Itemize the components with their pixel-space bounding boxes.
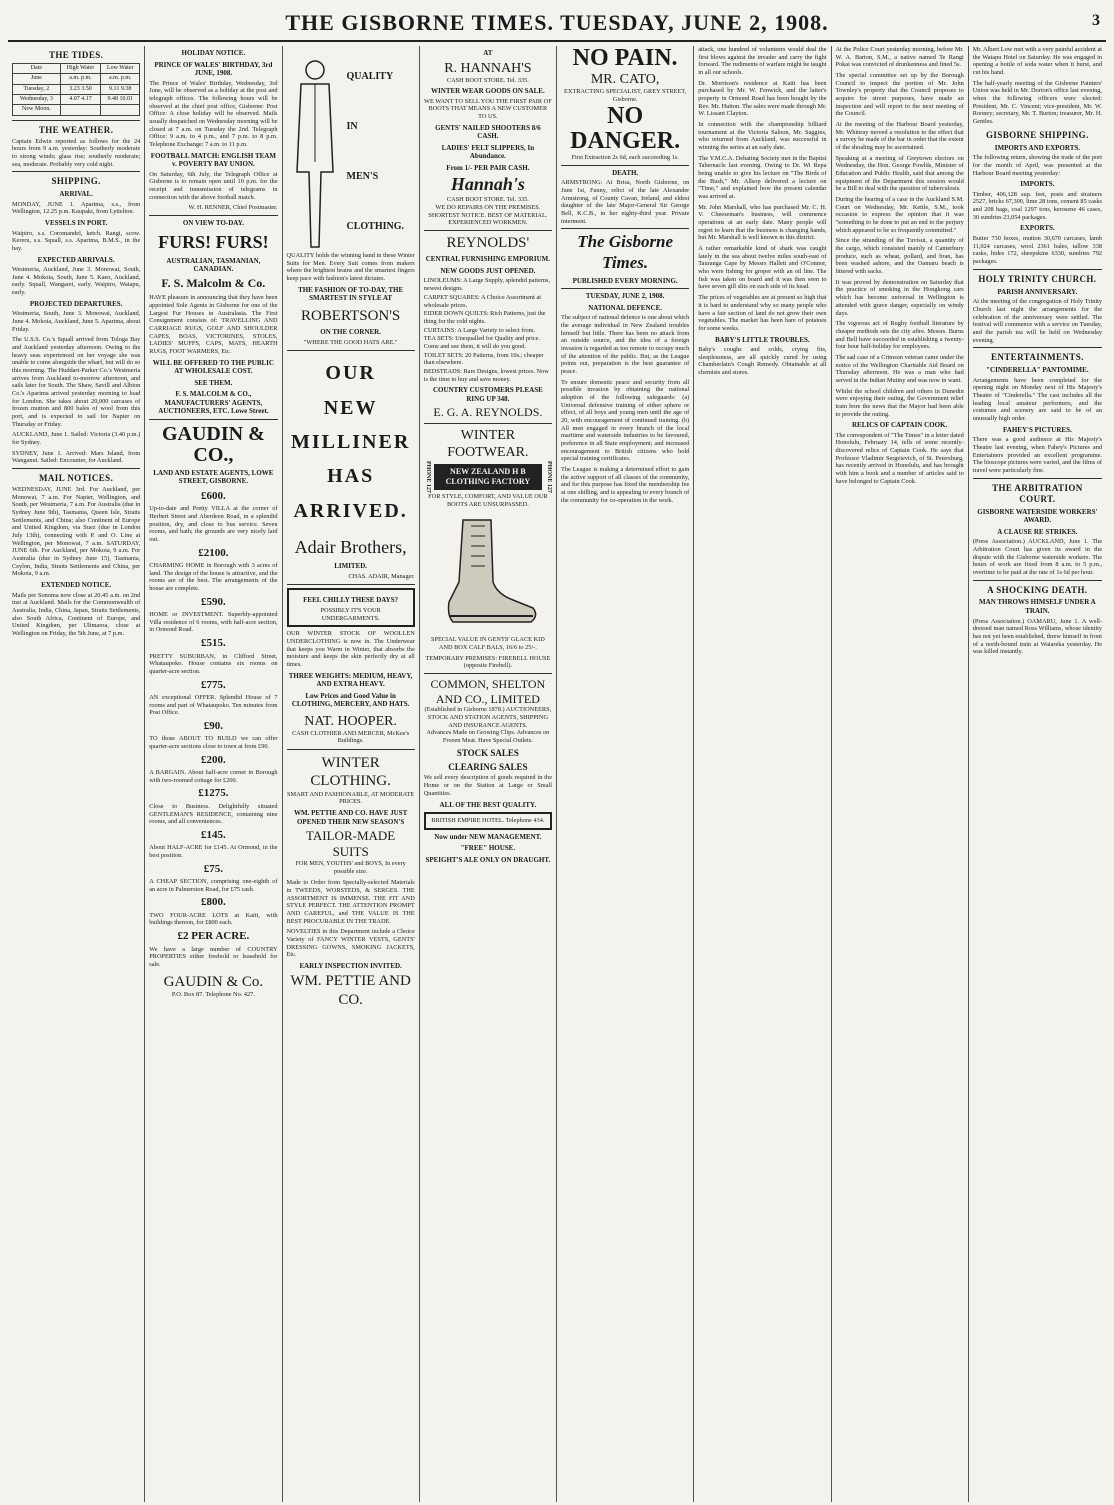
- column-1: [8, 46, 145, 1502]
- divider: [149, 215, 277, 216]
- quality-word: IN: [346, 120, 358, 132]
- imports-subheading: IMPORTS.: [1020, 180, 1055, 189]
- property-price: £1275.: [198, 787, 229, 800]
- at-text: AT: [483, 49, 493, 57]
- factory-logo: NEW ZEALAND H B CLOTHING FACTORY: [434, 464, 542, 490]
- divider: [561, 228, 689, 229]
- auckland-text: AUCKLAND, June 1. Sailed: Victoria (3.40 p.m.) for Sydney.: [12, 431, 141, 447]
- page-number: 3: [1092, 12, 1100, 29]
- tides-cell: New Moon.: [13, 105, 61, 115]
- quality-text: QUALITY holds the winning hand in these Winter Suits for Men. Every Suit comes from makers where the brightest brains and the smartest fingers keep pace with fashion's latest dictates.: [286, 252, 415, 283]
- furs-subheading: AUSTRALIAN, TASMANIAN, CANADIAN.: [166, 256, 261, 274]
- expected-text: Westmeria, Auckland, June 3. Monowai, South, June 4. Mokoia, South, June 5. Kaeo, Auckland, early. Squall, Wangarei, early. Waipiro, Waiapu, early.: [12, 266, 141, 297]
- reynolds-footer: E. G. A. REYNOLDS.: [433, 405, 543, 420]
- adair-ad: [287, 537, 415, 580]
- tides-header-cell: Date: [13, 63, 61, 73]
- relics-text: The correspondent of "The Times" in a letter dated Honolulu, February 14, tells of some recently-discovered relics of Captain Cook. He says that Professor Vladimir Sergeievich, of St. Petersburg, has recently arrived in Honolulu, and has brought with him a book and a number of articles said to have belonged to Captain Cook.: [835, 431, 964, 485]
- chilly-heading: FEEL CHILLY THESE DAYS?: [303, 596, 399, 605]
- divider: [12, 120, 140, 121]
- tides-cell: Wednesday, 3: [13, 94, 61, 104]
- tailor-heading: TAILOR-MADE SUITS: [306, 828, 396, 859]
- football-heading: FOOTBALL MATCH: ENGLISH TEAM v. POVERTY BAY UNION.: [150, 151, 276, 169]
- property-text: Close to Business. Delightfully situated GENTLEMAN'S RESIDENCE, containing nine rooms, and all conveniences.: [149, 802, 278, 826]
- news-paragraph: attack, one hundred of volunteers would deal the first blows against the invader and carry the fight forward. The rudiments of warfare might be taught in all our schools.: [698, 46, 827, 77]
- property-price: £2100.: [198, 546, 229, 559]
- reynolds-sub: CENTRAL FURNISHING EMPORIUM.: [425, 255, 550, 264]
- robertson-tag: "WHERE THE GOOD HATS ARE.": [303, 338, 398, 346]
- phone-right: PHONE 127: [546, 461, 552, 493]
- sydney-text: SYDNEY, June 1. Arrived: Mars Island, from Wanganui. Sailed: Encounter, for Auckland.: [12, 449, 141, 465]
- tides-cell: [60, 105, 100, 115]
- tides-heading: THE TIDES.: [48, 50, 104, 60]
- boot-illustration: [433, 512, 543, 632]
- property-price: £515.: [201, 637, 226, 650]
- view-heading: ON VIEW TO-DAY.: [182, 219, 244, 228]
- reynolds-name: REYNOLDS': [446, 235, 530, 252]
- tides-cell: a.m. p.m.: [101, 74, 140, 84]
- divider: [12, 468, 140, 469]
- tides-cell: 9.48 10.01: [101, 94, 140, 104]
- vessels-text: Waipiro, s.s. Coromandel, ketch. Rangi, scow. Kereru, s.s. Squall, s.s. Aparima, B.M.S., in the bay.: [12, 229, 141, 252]
- tides-header-row: [13, 63, 140, 73]
- tides-cell: 3.23 3.50: [60, 84, 100, 94]
- cato-name: MR. CATO,: [590, 72, 660, 88]
- holiday-heading: HOLIDAY NOTICE.: [181, 49, 246, 57]
- pair-price: From 1/- PER PAIR CASH.: [446, 163, 530, 172]
- hannahs-sub: CASH BOOT STORE. Tel. 335.: [446, 196, 529, 204]
- reynolds-items: [424, 277, 552, 383]
- paper-name: The Gisborne Times.: [577, 232, 674, 272]
- hannah-name: R. HANNAH'S: [444, 60, 532, 76]
- column-5: [557, 46, 694, 1502]
- expected-heading: EXPECTED ARRIVALS.: [37, 255, 115, 264]
- milliner-word: HAS: [327, 465, 375, 488]
- property-text: HOME or INVESTMENT. Superbly-appointed Villa residence of 6 rooms, with half-acre section, in Ormond Road.: [149, 611, 278, 634]
- property-text: A CHEAP SECTION, comprising one-eighth of an acre in Palmerston Road, for £75 cash.: [149, 878, 278, 893]
- gaudin-contact: P.O. Box 87. Telephone No. 427.: [171, 990, 255, 998]
- clearing-sales: CLEARING SALES: [448, 761, 528, 772]
- troubles-heading: BABY'S LITTLE TROUBLES.: [715, 335, 810, 344]
- shipping-news: The U.S.S. Co.'s Squall arrived from Tologa Bay and Auckland yesterday afternoon. Owing to the heavy seas experienced on her voyage she was unable to come alongside the wharf, but will do so this morning. The Huddart-Parker Co.'s Westmeria arrives from Auckland to-morrow afternoon, and sails later for South. The Shaw, Savill and Albion Co.'s Aparima arrived yesterday morning to load for London. She takes about 20,000 carcases of frozen mutton and 800 bales of wool from this port, and is expected to sail for Napier on Thursday or Friday.: [12, 336, 141, 428]
- see-them: SEE THEM.: [194, 378, 233, 387]
- special-text: SPECIAL VALUE IN GENTS' GLACE KID AND BOX CALF BALS, 16/6 to 25/-.: [430, 636, 545, 651]
- mail-text: WEDNESDAY, JUNE 3rd. For Auckland, per Monowai, 7 a.m. For Napier, Wellington, and South, per Westmeria, 7 a.m. For Australia (due in Sydney June 9th), Tasmania, Queen Isle, Straits Settlements, and China; also Continent of Europe and United Kingdom, via Suez (due in London July 13th), connecting with P. and O. Line at Wellington, per Monowai, 7 a.m. SATURDAY, JUNE 6th. For Auckland, per Mokoia, 9 a.m. For Australia (due in Sydney June 15), Tasmania, Ceylon, India, Straits Settlements and China, per Mokoia, 9 a.m.: [12, 486, 141, 578]
- malcolm-text: HAVE pleasure in announcing that they have been appointed Sole Agents in Gisborne for one of the Largest Fur Houses in Australasia. The First Consignment consists of: TRAVELLING AND CARRIAGE RUGS, GOLF AND SHOULDER CAPES, BOAS, VICTORINES, STOLES, LADIES' MUFFS, CAPS, MATS, HEARTH RUGS, FOOT WARMERS, Etc.: [149, 294, 278, 355]
- free-house: "FREE" HOUSE.: [460, 844, 516, 853]
- gaudin-footer: GAUDIN & Co.: [163, 973, 264, 990]
- news-paragraph: A rather remarkable kind of shark was caught lately in the sea about twelve miles south-east of Tauranga Cape by Messrs Hallett and O'Connor, who were fishing for groper with an oil line. The fish was taken on board and it was then seen to have seven gill slits on each side of its head.: [698, 245, 827, 291]
- mail-heading: MAIL NOTICES.: [39, 473, 114, 484]
- clearing-text: We sell every description of goods required in the Home or on the Station at Large or Small Quantities.: [423, 774, 552, 797]
- news-paragraph: Since the stranding of the Tuvisui, a quantity of the cargo, which consisted mainly of Canterbury produce, such as wheat, pollard, and bran, has been washed ashore, and the Oamaru beach is littered with sacks.: [835, 237, 964, 276]
- shipping-heading: SHIPPING.: [51, 176, 101, 187]
- divider: [12, 171, 140, 172]
- list-item: TEA SETS: Unequalled for Quality and price. Come and see them, it will do you good.: [423, 335, 541, 350]
- holiday-text: The Prince of Wales' Birthday, Wednesday, 3rd June, will be observed as a holiday at the post and telegraph offices. The following hours will be observed at the chief post office, Gisborne: Post Office: A close holiday will be observed. Mails usually despatched on Wednesday morning will be closed at 7 a.m. on Tuesday the 2nd. Telegraph Office: 9 a.m. to 4 p.m., and 7 p.m. to 8 p.m. Telephone Exchange: 7 a.m. to 11 p.m.: [149, 79, 278, 148]
- common-text: Advances Made on Growing Clips. Advances on Frozen Meat. Have Special Outlets.: [426, 729, 550, 744]
- news-paragraph: In connection with the championship billiard tournament at the Victoria Saloon, Mr. Saggins, who returned from Auckland, was successful in winning the series at an early date.: [698, 121, 827, 152]
- list-item: BEDSTEADS: Rare Designs, lowest prices. Now is the time to buy and save money.: [423, 367, 549, 383]
- troubles-text: Baby's coughs and colds, crying fits, sleeplessness, are all quickly cured by using Chamberlain's Cough Remedy. Obtainable at all chemists and stores.: [698, 346, 827, 377]
- date-line: TUESDAY, JUNE 2, 1908.: [585, 292, 665, 301]
- church-subheading: PARISH ANNIVERSARY.: [997, 287, 1078, 296]
- reynolds-new: NEW GOODS JUST OPENED.: [440, 266, 536, 275]
- novelty-text: NOVELTIES in this Department include a Choice Variety of FANCY WINTER VESTS, GENTS' DRESSING GOWNS, SMOKING JACKETS, Etc.: [286, 928, 415, 959]
- column-7: [832, 46, 969, 1502]
- hannah-sub: CASH BOOT STORE. Tel. 335.: [446, 76, 529, 84]
- inspection-text: EARLY INSPECTION INVITED.: [299, 961, 402, 970]
- property-price: £800.: [201, 896, 226, 909]
- hooper-sub: CASH CLOTHIER AND MERCER, McKee's Buildings.: [292, 729, 410, 745]
- furs-heading: FURS! FURS!: [158, 231, 269, 252]
- divider: [287, 350, 415, 351]
- tailor-sub: FOR MEN, YOUTHS' and BOYS, In every possible size.: [295, 859, 406, 875]
- news-paragraph: Mr. John Marshall, who has purchased Mr. C. H. V. Cheeseman's business, will commence operations at an early date. Many people will regret to learn that the business is changing hands, but Mr. Marshall is well known in this district.: [698, 203, 827, 242]
- death-text: ARMSTRONG: At Brisa, North Gisborne, on June 1st, Fanny, relict of the late Alexander Armstrong, of County Cavan, Ireland, and eldest daughter of the late Major-General Sir George Bell, K.C.B., in her eighty-third year. Private interment.: [561, 179, 690, 225]
- news-paragraph: During the hearing of a case in the Auckland S.M. Court on Wednesday, Mr. Kettle, S.M., took occasion to express the opinion that it was "something to be done to put an end to the perjury which appeared to be so frequently committed.": [835, 196, 964, 234]
- pictures-heading: FAHEY'S PICTURES.: [1003, 425, 1072, 434]
- divider: [424, 673, 552, 674]
- pictures-text: There was a good audience at His Majesty's Theatre last evening, when Fahey's Pictures and Entertainers provided an excellent programme. The bioscope pictures were varied, and the films of travel were particularly fine.: [972, 436, 1102, 474]
- furs-ad: [149, 232, 277, 291]
- shipping-heading: GISBORNE SHIPPING.: [986, 129, 1089, 140]
- repairs-text: WE DO REPAIRS ON THE PREMISES. SHORTEST NOTICE. BEST OF MATERIAL. EXPERIENCED WORKMEN.: [428, 204, 548, 227]
- property-price: £775.: [201, 678, 226, 691]
- winter-sub: SMART AND FASHIONABLE, AT MODERATE PRICES.: [287, 790, 415, 806]
- news-paragraph: The sad case of a Crimson veteran came under the notice of the Wellington Charitable Aid Board on Thursday afternoon. He was a man who had served in the Indian Mutiny and was now in want.: [835, 353, 964, 384]
- list-item: LINOLEUMS: A Large Supply, splendid patterns, newest designs.: [423, 277, 551, 293]
- vessels-heading: VESSELS IN PORT.: [44, 219, 108, 228]
- boot-figure: [424, 512, 552, 632]
- weather-heading: THE WEATHER.: [38, 124, 114, 135]
- quality-ad: [287, 52, 415, 252]
- extended-text: Mails per Sonoma now close at 20.45 a.m. on 2nd inst at Auckland. Mails for the Commonwealth of Australia, India, China, Japan, Straits Settlements, also South Africa, Continent of Europe, and United Kingdom, per Ulimaroa, close at Wellington on Friday, the 5th June, at 7 p.m.: [12, 591, 141, 638]
- common-sub: (Established in Gisborne 1878.) AUCTIONEERS, STOCK AND STATION AGENTS, SHIPPING AND INSURANCE AGENTS.: [424, 706, 552, 729]
- quality-tag: THE FASHION OF TO-DAY, THE SMARTEST IN STYLE AT: [298, 285, 404, 303]
- quality-word: CLOTHING.: [346, 220, 405, 232]
- cato-sub: EXTRACTING SPECIALIST, GREY STREET, Gisborne.: [564, 88, 687, 103]
- projected-text: Westmeria, South, June 3. Monowai, Auckland, June 4. Mokoia, Auckland, June 5. Aparima, about Friday.: [12, 310, 141, 333]
- column-8: [969, 46, 1106, 1502]
- hooper-ad: [287, 713, 415, 745]
- arrivals-text: MONDAY, JUNE 1. Aparima, s.s., from Wellington, 12.25 p.m. Kaupaki, from Lyttelton.: [12, 200, 141, 216]
- exports-list: Butter 730 boxes, mutton 30,670 carcases, lamb 11,024 carcases, wool 2361 bales, tallow 338 casks, hides 172, sheepskins 6330, sundries 792 packages.: [972, 234, 1102, 265]
- imports-list: Timber, 406,128 sup. feet, posts and strainers 2527, bricks 67,300, lime 28 tons, cement 85 casks and 208 bags, coal 1297 tons, kerosene 46 cases, 30 sundries 23,054 packages.: [972, 190, 1102, 221]
- tides-cell: June: [13, 74, 61, 84]
- property-price: £200.: [201, 753, 226, 766]
- footwear-heading: WINTER FOOTWEAR.: [447, 427, 529, 460]
- editorial-paragraph: The League is making a determined effort to gain the active support of all classes of the community, and for this purpose has fixed the membership fee at one shilling, and is appealing to every branch of the community for co-operation in the work.: [561, 466, 690, 504]
- tides-cell: a.m. p.m.: [60, 74, 100, 84]
- stock-sales: STOCK SALES: [456, 747, 519, 758]
- cinderella-heading: "CINDERELLA" PANTOMIME.: [986, 366, 1089, 375]
- death-subheading: MAN THROWS HIMSELF UNDER A TRAIN.: [979, 598, 1096, 616]
- adair-name: Adair Brothers,: [294, 537, 407, 558]
- chilly-ad: [287, 588, 415, 627]
- imports-heading: IMPORTS AND EXPORTS.: [994, 143, 1081, 152]
- list-item: CARPET SQUARES: A Choice Assortment at wholesale prices.: [423, 293, 542, 309]
- chilly-text: OUR WINTER STOCK OF WOOLLEN UNDERCLOTHING is now in. The Underwear that keeps you Warm in Winter, that absorbs the moisture and keeps the skin perfectly dry at all times.: [286, 630, 415, 668]
- imports-text: The following return, showing the trade of the port for the month of April, was presented at the Harbour Board meeting yesterday:: [972, 154, 1102, 177]
- arbitration-subheading-2: A CLAUSE RE STRIKES.: [997, 527, 1078, 536]
- news-paragraph: Speaking at a meeting of Greytown electors on Wednesday, the Hon. George Fowlds, Minister of Education and Public Health, said that among the equipment of the Department this session would be a Bill to deal with the question of tuberculosis.: [835, 154, 964, 193]
- news-paragraph: At the Police Court yesterday morning, before Mr. W. A. Barton, S.M., a native named Te Rangi Pokai was convicted of drunkenness and fined 5s.: [835, 46, 964, 69]
- divider: [973, 580, 1102, 581]
- milliner-ad: [287, 361, 415, 523]
- property-text: PRETTY SUBURBAN, in Clifford Street, Whataupoko. House contains six rooms on quarter-acre section.: [149, 652, 278, 675]
- church-heading: HOLY TRINITY CHURCH.: [978, 273, 1097, 284]
- church-text: At the meeting of the congregation of Holy Trinity Church last night the arrangements for the celebration of the anniversary were settled. The festival will commence with a service on Tuesday, and the parish tea will be held on Wednesday evening.: [972, 298, 1102, 344]
- milliner-word: OUR: [325, 362, 376, 385]
- factory-row: [424, 461, 552, 493]
- gents-boots: GENTS' NAILED SHOOTERS 8/6 CASH.: [435, 123, 541, 141]
- danger-text: First Extraction 2s 6d, each succeeding 1s.: [571, 153, 679, 161]
- columns: [8, 46, 1106, 1502]
- news-paragraph: Dr. Morrison's residence at Kaiti has been purchased by Mr. W. Fenwick, and the latter's property in Ormond Road has been bought by the Rev. Mr. Hutton. The sales were made through Mr. W. Lissant Clayton.: [698, 79, 827, 118]
- divider: [561, 288, 689, 289]
- milliner-word: ARRIVED.: [293, 499, 408, 522]
- property-text: Up-to-date and Pretty VILLA at the corner of Herbert Street and Aberdeen Road, in a splendid position, dry, and close to bus service. Seven rooms, and bath; the grounds are very nicely laid out.: [149, 505, 278, 543]
- gentleman-figure-illustration: [287, 52, 343, 252]
- projected-heading: PROJECTED DEPARTURES.: [29, 299, 123, 308]
- malcolm-footer: F. S. MALCOLM & CO., MANUFACTURERS' AGENTS, AUCTIONEERS, ETC. Lowe Street.: [158, 390, 269, 416]
- gaudin-name: GAUDIN & CO.,: [161, 422, 265, 466]
- robertson-sub: ON THE CORNER.: [320, 328, 381, 337]
- property-text: TWO FOUR-ACRE LOTS at Kaiti, with buildings thereon, for £800 each.: [149, 911, 278, 927]
- news-paragraph: The special committee set up by the Borough Council to inspect the portion of Mr. John Townley's property that the Council proposes to acquire for street purposes, have made an inspection and will report to the next meeting of the Council.: [835, 72, 964, 118]
- want-text: WE WANT TO SELL YOU THE FIRST PAIR OF BOOTS THAT MEANS A NEW CUSTOMER TO US.: [424, 97, 552, 121]
- reynolds-country: COUNTRY CUSTOMERS PLEASE RING UP 348.: [432, 386, 543, 403]
- property-price: £145.: [201, 828, 226, 841]
- tides-row: [13, 94, 140, 104]
- news-paragraph: The half-yearly meeting of the Gisborne Painters' Union was held in Mr. Dorton's office last evening, when the following officers were elected: President, Mr. C. Vincent; vice-president, Mr. W. Rooney; secretary, Mr. T. Burton; treasurer, Mr. H. Gentles.: [972, 79, 1102, 126]
- news-paragraph: The vigorous act of Rugby football literature by cheaper methods sets the city afire. Messrs. Burns and Bell have succeeded in establishing a twenty-four hour half-holiday for employees.: [835, 320, 964, 351]
- football-text: On Saturday, 6th July, the Telegraph Office at Gisborne is to remain open until 10 p.m. for the receipt and transmission of telegrams in connection with the above football match.: [149, 170, 278, 201]
- property-price: £590.: [201, 595, 226, 608]
- gaudin-sub: LAND AND ESTATE AGENTS, LOWE STREET, GISBORNE.: [153, 468, 274, 486]
- tides-header-cell: High Water: [60, 63, 100, 73]
- style-text: FOR STYLE, COMFORT, AND VALUE OUR BOOTS ARE UNSURPASSED.: [428, 492, 548, 508]
- tides-table: [12, 63, 140, 116]
- news-paragraph: It was proved by demonstration on Saturday that the practice of smoking in the Hongkong cars which has become universal in Wellington is attended with grave danger, especially on windy days.: [835, 278, 964, 317]
- tides-cell: 4.07 4.17: [60, 94, 100, 104]
- malcolm-name: F. S. Malcolm & Co.: [161, 275, 266, 290]
- malcolm-wholesale: WILL BE OFFERED TO THE PUBLIC AT WHOLESALE COST.: [152, 358, 274, 376]
- tides-header-cell: Low Water: [101, 63, 140, 73]
- column-2: [145, 46, 282, 1502]
- extended-heading: EXTENDED NOTICE.: [41, 581, 112, 590]
- management-text: Now under NEW MANAGEMENT.: [434, 832, 542, 841]
- published-text: PUBLISHED EVERY MORNING.: [572, 276, 678, 285]
- exports-subheading: EXPORTS.: [1020, 224, 1055, 233]
- property-price: £2 PER ACRE.: [177, 930, 250, 943]
- death-heading: A SHOCKING DEATH.: [987, 584, 1088, 595]
- british-box: BRITISH EMPIRE HOTEL. Telephone 434.: [424, 812, 552, 830]
- tides-cell: Tuesday, 2: [13, 84, 61, 94]
- property-price: £75.: [203, 862, 223, 875]
- temporary-text: TEMPORARY PREMISES: FIREBELL HOUSE (opposite Firebell).: [425, 654, 551, 670]
- tides-row: [13, 105, 140, 115]
- arbitration-subheading: GISBORNE WATERSIDE WORKERS' AWARD.: [977, 507, 1098, 525]
- relics-heading: RELICS OF CAPTAIN COOK.: [851, 421, 948, 430]
- holiday-subheading: PRINCE OF WALES' BIRTHDAY, 3rd JUNE, 1908.: [154, 60, 273, 78]
- list-item: EIDER DOWN QUILTS: Rich Patterns, just the thing for the cold nights.: [423, 310, 546, 325]
- news-paragraph: The prices of vegetables are at present so high that it is hard to understand why so many people who have a fair section of land do not grow their own vegetables. The market has been bare of potatoes for some weeks.: [698, 294, 827, 332]
- property-text: TO those ABOUT TO BUILD we can offer quarter-acre sections close to town at from £90.: [149, 735, 278, 751]
- pettie-footer: WM. PETTIE AND CO.: [290, 973, 411, 1008]
- weather-text: Captain Edwin reported as follows for the 24 hours from 9 a.m. yesterday: Southerly moderate to strong winds; glass rise; southerly moderate; sea, moderate. Probably very cold night.: [12, 137, 141, 168]
- news-paragraph: Mr. Albert Low met with a very painful accident at the Waiapu Hotel on Saturday. He was engaged in opening a bottle of soda water when it burst, and cut his hand.: [972, 46, 1102, 77]
- masthead-title: THE GISBORNE TIMES. TUESDAY, JUNE 2, 1908.: [285, 10, 829, 35]
- cinderella-text: Arrangements have been completed for the opening night on Monday next of His Majesty's Theatre of "Cinderella." The cast includes all the leading local amateur performers, and the costumes and scenery are said to be of an unusually high order.: [972, 376, 1102, 423]
- tides-cell: 9.11 9.38: [101, 84, 140, 94]
- column-3: [283, 46, 420, 1502]
- editorial-paragraph: The subject of national defence is one about which the average individual in New Zealand troubles himself but little. There has been no attack from an outside source, and the idea of a foreign invasion is regarded as too remote to occupy much of the attention of the public. But, as the League points out, preparation is the best guarantee of peace.: [561, 314, 690, 375]
- divider: [287, 584, 415, 585]
- pettie-text: WM. PETTIE AND CO. HAVE JUST OPENED THEIR NEW SEASON'S: [293, 809, 408, 826]
- property-price: £600.: [201, 489, 226, 502]
- divider: [973, 269, 1102, 270]
- gaudin-footer-block: [149, 973, 277, 999]
- divider: [973, 347, 1102, 348]
- quality-word: QUALITY: [346, 70, 394, 82]
- column-6: [694, 46, 831, 1502]
- tailor-text: Made to Order from Specially-selected Materials in TWEEDS, WORSTEDS, & SERGES. THE ASSORTMENT IS IMMENSE. THE FIT AND STYLE PERFECT. THE ATTENTION PROMPT AND CAREFUL, and THE VALUE IS THE BEST PROCURABLE IN THE TRADE.: [286, 879, 415, 925]
- property-text: CHARMING HOME in Borough with 3 acres of land. The design of the house is attractive, and the rooms are of the best. The arrangements of the house are complete.: [149, 562, 278, 593]
- tides-row: [13, 74, 140, 84]
- divider: [424, 423, 552, 424]
- all-best: ALL OF THE BEST QUALITY.: [439, 800, 537, 809]
- winter-heading: WINTER CLOTHING.: [310, 755, 391, 790]
- hooper-name: NAT. HOOPER.: [304, 713, 397, 729]
- gaudin-ad: [149, 424, 277, 486]
- chilly-list: THREE WEIGHTS: MEDIUM, HEAVY, AND EXTRA HEAVY.: [288, 671, 413, 689]
- property-text: About HALF-ACRE for £145. At Ormond, in the best position.: [149, 844, 278, 859]
- divider: [424, 230, 552, 231]
- editorial-paragraph: To ensure domestic peace and security from all possible invasion by obtaining the national adoption of the following safeguards: (a) Universal defensive training of either sphere or effect, of all boys and young men until the age of 20, with encouragement of continued training. (b) All men engaged in every branch of the local maritime and waterside industries to be favoured, preference in all State employment; and increased encouragement to British citizens who hold special training certificates.: [561, 378, 690, 463]
- property-price: £90.: [203, 719, 223, 732]
- tides-cell: [101, 105, 140, 115]
- pain-heading: NO PAIN.: [572, 46, 678, 71]
- arbitration-text: (Press Association.) AUCKLAND, June 1. The Arbitration Court has given its award in the dispute with the Gisborne waterside workers. The hours of work are fixed from 8 a.m. to 5 p.m., overtime to be paid at the rate of 1s 6d per hour.: [972, 538, 1102, 576]
- adair-sub: LIMITED.: [334, 562, 368, 571]
- property-text: A BARGAIN. About half-acre corner in Borough with two-roomed cottage for £200.: [149, 769, 278, 784]
- divider: [561, 165, 689, 166]
- news-paragraph: The Y.M.C.A. Debating Society met in the Baptist Tabernacle last evening. Owing to Dr. Wi Repa being unable to give his lecture on "The Birds of the Bush," Mr. Allsop delivered a lecture on "Time," and explained how the present calendar was arrived at.: [698, 154, 827, 201]
- common-name: COMMON, SHELTON AND CO., LIMITED: [430, 676, 546, 706]
- column-4: [420, 46, 557, 1502]
- death-text: (Press Association.) OAMARU, June 1. A well-dressed man named Ross Williams, whose identity has not yet been established, threw himself in front of a north-bound train at Waiareka yesterday. He was killed instantly.: [972, 617, 1102, 656]
- tides-row: [13, 84, 140, 94]
- divider: [973, 478, 1102, 479]
- chilly-sub: POSSIBLY IT'S YOUR UNDERGARMENTS.: [320, 606, 381, 622]
- quality-word: MEN'S: [346, 170, 379, 182]
- adair-manager: CHAS. ADAIR, Manager.: [348, 572, 415, 580]
- chilly-prices: Low Prices and Good Value in CLOTHING, MERCERY, AND HATS.: [291, 691, 410, 709]
- robertson-name: ROBERTSON'S: [300, 307, 401, 324]
- divider: [287, 749, 415, 750]
- list-item: CURTAINS: A Large Variety to select from.: [423, 326, 536, 334]
- masthead: [8, 6, 1106, 42]
- death-heading: DEATH.: [612, 168, 639, 177]
- property-text: We have a large number of COUNTRY PROPERTIES either freehold or leasehold for sale.: [149, 945, 278, 968]
- pettie-ad: [287, 754, 415, 875]
- editorial-heading: NATIONAL DEFENCE.: [588, 303, 663, 312]
- quality-words: [347, 52, 405, 252]
- milliner-word: MILLINER: [290, 431, 411, 454]
- danger-heading: NO DANGER.: [570, 102, 681, 154]
- arrivals-heading: ARRIVAL.: [59, 190, 93, 199]
- phone-left: PHONE 127: [425, 461, 432, 493]
- postmaster-signature: W. H. RENNER, Chief Postmaster.: [188, 204, 278, 212]
- speights-text: SPEIGHT'S ALE ONLY ON DRAUGHT.: [425, 855, 551, 864]
- arbitration-heading: THE ARBITRATION COURT.: [992, 482, 1083, 504]
- divider: [149, 419, 277, 420]
- news-paragraph: At the meeting of the Harbour Board yesterday, Mr. Whinray moved a resolution to the effect that a survey be made of the bar in order that the extent of the shoaling may be ascertained.: [835, 121, 964, 152]
- news-paragraph: Whilst the school children and others in Dunedin were enjoying their outing, the Government relief train bore the news that the Mayor had been able to provide the outing.: [835, 387, 964, 418]
- hannahs-name: Hannah's: [450, 174, 525, 195]
- robertson-ad: [287, 307, 415, 347]
- property-text: AN exceptional OFFER. Splendid House of 7 rooms and part of Whataupoko. Ten minutes from Post Office.: [149, 693, 278, 717]
- milliner-word: NEW: [323, 396, 378, 419]
- entertainments-heading: ENTERTAINMENTS.: [990, 352, 1084, 363]
- winter-wear: WINTER WEAR GOODS ON SALE.: [431, 87, 545, 96]
- list-item: TOILET SETS: 20 Patterns, from 10s.; cheaper than elsewhere.: [423, 351, 544, 367]
- ladies-slippers: LADIES' FELT SLIPPERS, In Abundance.: [441, 143, 535, 161]
